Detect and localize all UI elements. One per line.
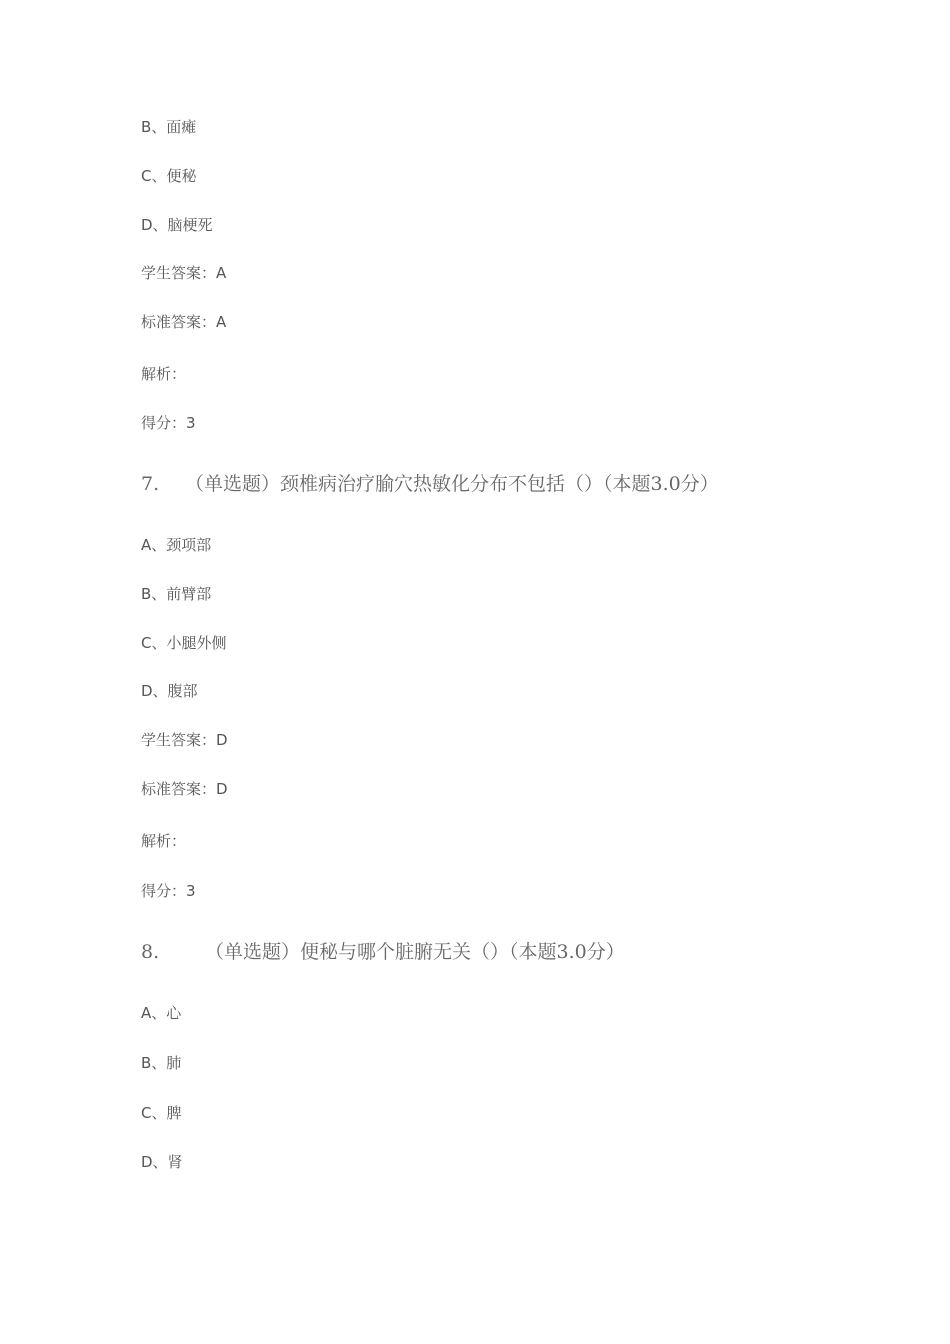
q8-option-b: B、肺 [141, 1054, 182, 1072]
q6-option-b: B、面瘫 [141, 118, 197, 136]
q8-option-a: A、心 [141, 1004, 182, 1022]
q6-standard-answer: 标准答案：A [141, 313, 227, 331]
q7-option-a: A、颈项部 [141, 536, 212, 554]
q8-option-c: C、脾 [141, 1104, 182, 1122]
q7-option-c: C、小腿外侧 [141, 634, 227, 652]
q8-number: 8. [141, 941, 160, 963]
q7-score: 得分：3 [141, 882, 196, 900]
q7-analysis: 解析： [141, 832, 187, 850]
q7-number: 7. [141, 473, 160, 495]
q8-title-line [141, 940, 625, 964]
q6-score: 得分：3 [141, 414, 196, 432]
q6-option-c: C、便秘 [141, 167, 197, 185]
q6-student-answer: 学生答案：A [141, 264, 227, 282]
q7-title: （单选题）颈椎病治疗腧穴热敏化分布不包括（）（本题3.0分） [185, 473, 719, 495]
q6-option-d: D、脑梗死 [141, 216, 213, 234]
q6-analysis: 解析： [141, 365, 187, 383]
q7-student-answer: 学生答案：D [141, 731, 228, 749]
q7-title-line [141, 472, 719, 496]
q7-standard-answer: 标准答案：D [141, 780, 228, 798]
q8-title: （单选题）便秘与哪个脏腑无关（）（本题3.0分） [205, 941, 625, 963]
q7-option-b: B、前臂部 [141, 585, 212, 603]
q7-option-d: D、腹部 [141, 682, 198, 700]
q8-option-d: D、肾 [141, 1153, 183, 1171]
